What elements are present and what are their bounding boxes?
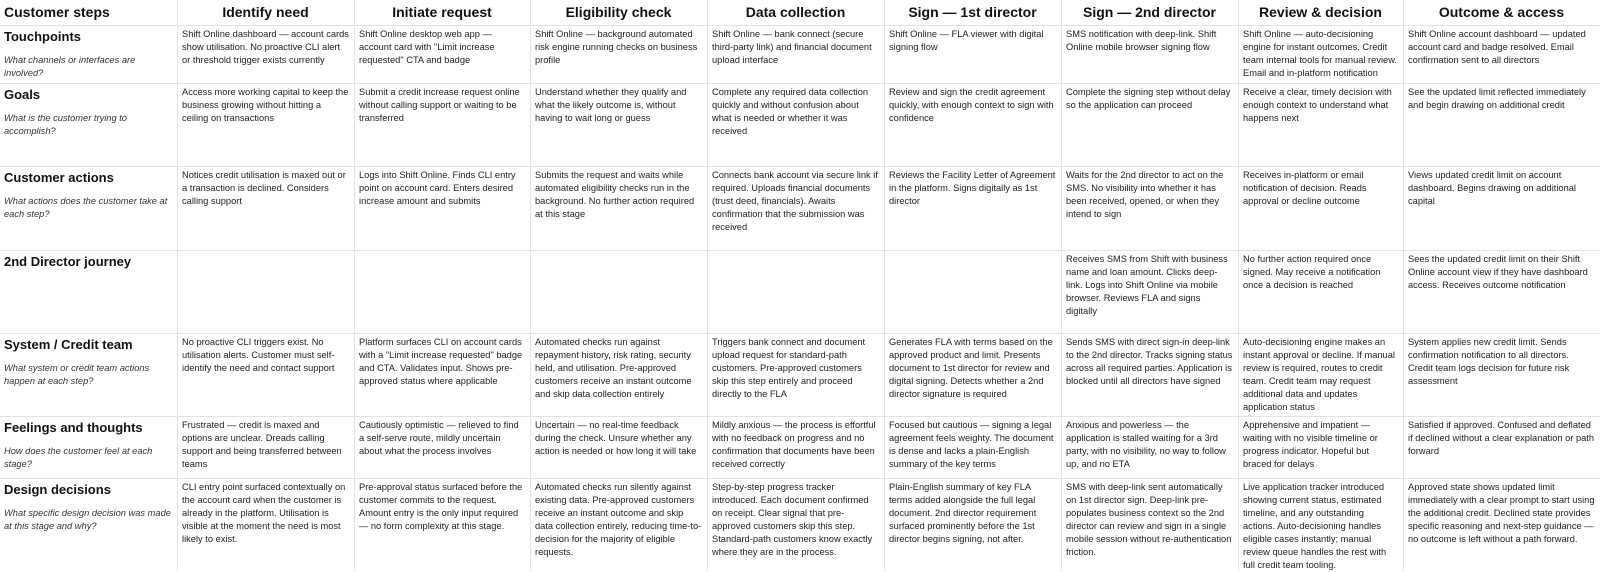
row-label <box>4 254 174 270</box>
journey-cell: Shift Online — FLA viewer with digital signing flow <box>889 29 1044 52</box>
row-divider <box>0 250 1600 251</box>
column-header-4: Data collection <box>745 4 846 20</box>
journey-cell: Shift Online — bank connect (secure third-party link) and financial document upload interface <box>712 29 872 65</box>
journey-cell: Submits the request and waits while automated eligibility checks run in the background. No further action required at this stage <box>535 170 695 219</box>
journey-cell: Frustrated — credit is maxed and options are unclear. Dreads calling support and being transferred between teams <box>182 420 342 469</box>
header-customer-steps: Customer steps <box>4 4 110 20</box>
journey-cell: Views updated credit limit on account dashboard. Begins drawing on additional capital <box>1408 170 1576 206</box>
journey-cell: Receives SMS from Shift with business name and loan amount. Clicks deep-link. Logs into Shift Online via mobile browser. Reviews FLA and signs digitally <box>1066 254 1228 316</box>
row-label <box>4 29 174 80</box>
journey-cell: Access more working capital to keep the business growing without hitting a ceiling on transactions <box>182 87 349 123</box>
column-header-1: Identify need <box>222 4 309 20</box>
row-title: Goals <box>4 87 41 102</box>
journey-cell: No proactive CLI triggers exist. No utilisation alerts. Customer must self-identify the need and contact support <box>182 337 335 373</box>
journey-cell: Shift Online — background automated risk engine running checks on business profile <box>535 29 698 65</box>
journey-cell: Generates FLA with terms based on the approved product and limit. Presents document to 1st director for review and digital signing. Detects whether a 2nd director signature is required <box>889 337 1053 399</box>
journey-cell: CLI entry point surfaced contextually on the account card when the customer is already in the platform. Utilisation is visible at the moment the need is most likely to exist. <box>182 482 346 544</box>
journey-cell: Plain-English summary of key FLA terms added alongside the full legal document. 2nd director requirement surfaced prominently before the 1st director begins signing, not after. <box>889 482 1037 544</box>
row-title: Touchpoints <box>4 29 82 44</box>
journey-cell: SMS with deep-link sent automatically on 1st director sign. Deep-link pre-populates business context so the 2nd director can review and sign in a single mobile session without re-authentication friction. <box>1066 482 1232 557</box>
row-title: Feelings and thoughts <box>4 420 143 435</box>
journey-cell: Platform surfaces CLI on account cards with a "Limit increase requested" badge and CTA. Validates input. Shows pre-approved status where applicable <box>359 337 523 386</box>
column-header-6: Sign — 2nd director <box>1082 4 1216 20</box>
row-title: Customer actions <box>4 170 114 185</box>
journey-cell: Live application tracker introduced showing current status, estimated timeline, and any outstanding actions. Auto-decisioning handles eligible cases instantly; manual review queue handles the rest with full credit team tooling. <box>1243 482 1387 570</box>
row-label <box>4 420 174 471</box>
row-title: Design decisions <box>4 482 111 497</box>
journey-cell: Pre-approval status surfaced before the customer commits to the request. Amount entry is the only input required — no form complexity at this stage. <box>359 482 523 531</box>
row-divider <box>0 333 1600 334</box>
journey-cell: Step-by-step progress tracker introduced. Each document confirmed on receipt. Clear signal that pre-approved customers skip this step. Standard-path customers know exactly where they are in the process. <box>712 482 873 557</box>
journey-cell: No further action required once signed. May receive a notification once a decision is reached <box>1243 254 1381 290</box>
journey-cell: Sees the updated credit limit on their Shift Online account view if they have dashboard access. Receives outcome notification <box>1408 254 1588 290</box>
column-header-3: Eligibility check <box>565 4 672 20</box>
row-question: What actions does the customer take at each step? <box>4 196 168 219</box>
row-question: How does the customer feel at each stage? <box>4 446 153 469</box>
journey-cell: Triggers bank connect and document upload request for standard-path customers. Pre-approved customers skip this step entirely and proceed directly to the FLA <box>712 337 866 399</box>
column-header-7: Review & decision <box>1259 4 1382 20</box>
journey-cell: Auto-decisioning engine makes an instant approval or decline. If manual review is required, routes to credit team. Credit team may request additional data and updates application status <box>1243 337 1395 412</box>
row-title: 2nd Director journey <box>4 254 132 269</box>
journey-cell: Sends SMS with direct sign-in deep-link to the 2nd director. Tracks signing status across all required parties. Application is blocked until all directors have signed <box>1066 337 1233 386</box>
journey-cell: System applies new credit limit. Sends confirmation notification to all directors. Credit team logs decision for future risk assessment <box>1408 337 1570 386</box>
journey-cell: Logs into Shift Online. Finds CLI entry point on account card. Enters desired increase amount and submits <box>359 170 516 206</box>
row-divider <box>0 478 1600 479</box>
journey-cell: Uncertain — no real-time feedback during the check. Unsure whether any action is needed or how long it will take <box>535 420 697 456</box>
row-question: What channels or interfaces are involved? <box>4 55 136 78</box>
journey-cell: Submit a credit increase request online without calling support or waiting to be transferred <box>359 87 520 123</box>
journey-cell: Approved state shows updated limit immediately with a clear prompt to start using the additional credit. Declined state provides specific reasoning and next-step guidance — no outcome is left without a path forward. <box>1408 482 1595 544</box>
journey-cell: Shift Online dashboard — account cards show utilisation. No proactive CLI alert or threshold trigger exists currently <box>182 29 349 65</box>
journey-cell: Waits for the 2nd director to act on the SMS. No visibility into whether it has been received, opened, or when they intend to sign <box>1066 170 1224 219</box>
row-label <box>4 170 174 221</box>
journey-cell: Satisfied if approved. Confused and deflated if declined without a clear explanation or path forward <box>1408 420 1595 456</box>
journey-cell: Automated checks run against repayment history, risk rating, security held, and utilisation. Pre-approved customers receive an instant outcome and skip data collection entirely <box>535 337 692 399</box>
journey-cell: Focused but cautious — signing a legal agreement feels weighty. The document is dense and lacks a plain-English summary of the key terms <box>889 420 1054 469</box>
column-header-2: Initiate request <box>392 4 492 20</box>
row-divider <box>0 416 1600 417</box>
row-label <box>4 482 174 533</box>
row-question: What specific design decision was made at this stage and why? <box>4 508 171 531</box>
journey-cell: Review and sign the credit agreement quickly, with enough context to sign with confidence <box>889 87 1054 123</box>
journey-cell: Cautiously optimistic — relieved to find a self-serve route, mildly uncertain about what the process involves <box>359 420 519 456</box>
journey-cell: Complete the signing step without delay so the application can proceed <box>1066 87 1231 110</box>
journey-cell: See the updated limit reflected immediately and begin drawing on additional credit <box>1408 87 1586 110</box>
row-title: System / Credit team <box>4 337 133 352</box>
journey-cell: Shift Online — auto-decisioning engine for instant outcomes. Credit team internal tools for manual review. Email and in-platform notification <box>1243 29 1397 78</box>
journey-cell: Receives in-platform or email notification of decision. Reads approval or decline outcome <box>1243 170 1367 206</box>
journey-cell: SMS notification with deep-link. Shift Online mobile browser signing flow <box>1066 29 1217 52</box>
journey-cell: Receive a clear, timely decision with enough context to understand what happens next <box>1243 87 1392 123</box>
row-divider <box>0 25 1600 26</box>
row-question: What system or credit team actions happen at each step? <box>4 363 150 386</box>
journey-cell: Connects bank account via secure link if required. Uploads financial documents (trust deed, financials). Awaits confirmation that the submission was received <box>712 170 878 232</box>
journey-cell: Understand whether they qualify and what the likely outcome is, without having to wait long or guess <box>535 87 687 123</box>
journey-cell: Automated checks run silently against existing data. Pre-approved customers receive an instant outcome and skip data collection entirely, reducing time-to-decision for the majority of eligible requests. <box>535 482 702 557</box>
row-label <box>4 87 174 138</box>
journey-cell: Shift Online account dashboard — updated account card and badge resolved. Email confirmation sent to all directors <box>1408 29 1586 65</box>
row-question: What is the customer trying to accomplish? <box>4 113 127 136</box>
column-header-5: Sign — 1st director <box>908 4 1037 20</box>
journey-cell: Reviews the Facility Letter of Agreement in the platform. Signs digitally as 1st director <box>889 170 1056 206</box>
journey-cell: Apprehensive and impatient — waiting with no visible timeline or progress indicator. Hopeful but braced for delays <box>1243 420 1378 469</box>
row-divider <box>0 83 1600 84</box>
journey-cell: Complete any required data collection quickly and without confusion about what is needed or whether it was received <box>712 87 869 136</box>
journey-cell: Notices credit utilisation is maxed out or a transaction is declined. Considers calling support <box>182 170 346 206</box>
row-divider <box>0 166 1600 167</box>
row-label <box>4 337 174 388</box>
journey-cell: Mildly anxious — the process is effortful with no feedback on progress and no confirmation that documents have been received correctly <box>712 420 876 469</box>
column-header-8: Outcome & access <box>1438 4 1565 20</box>
journey-cell: Shift Online desktop web app — account card with "Limit increase requested" CTA and badge <box>359 29 495 65</box>
journey-cell: Anxious and powerless — the application is stalled waiting for a 3rd party, with no visibility, no way to follow up, and no ETA <box>1066 420 1226 469</box>
